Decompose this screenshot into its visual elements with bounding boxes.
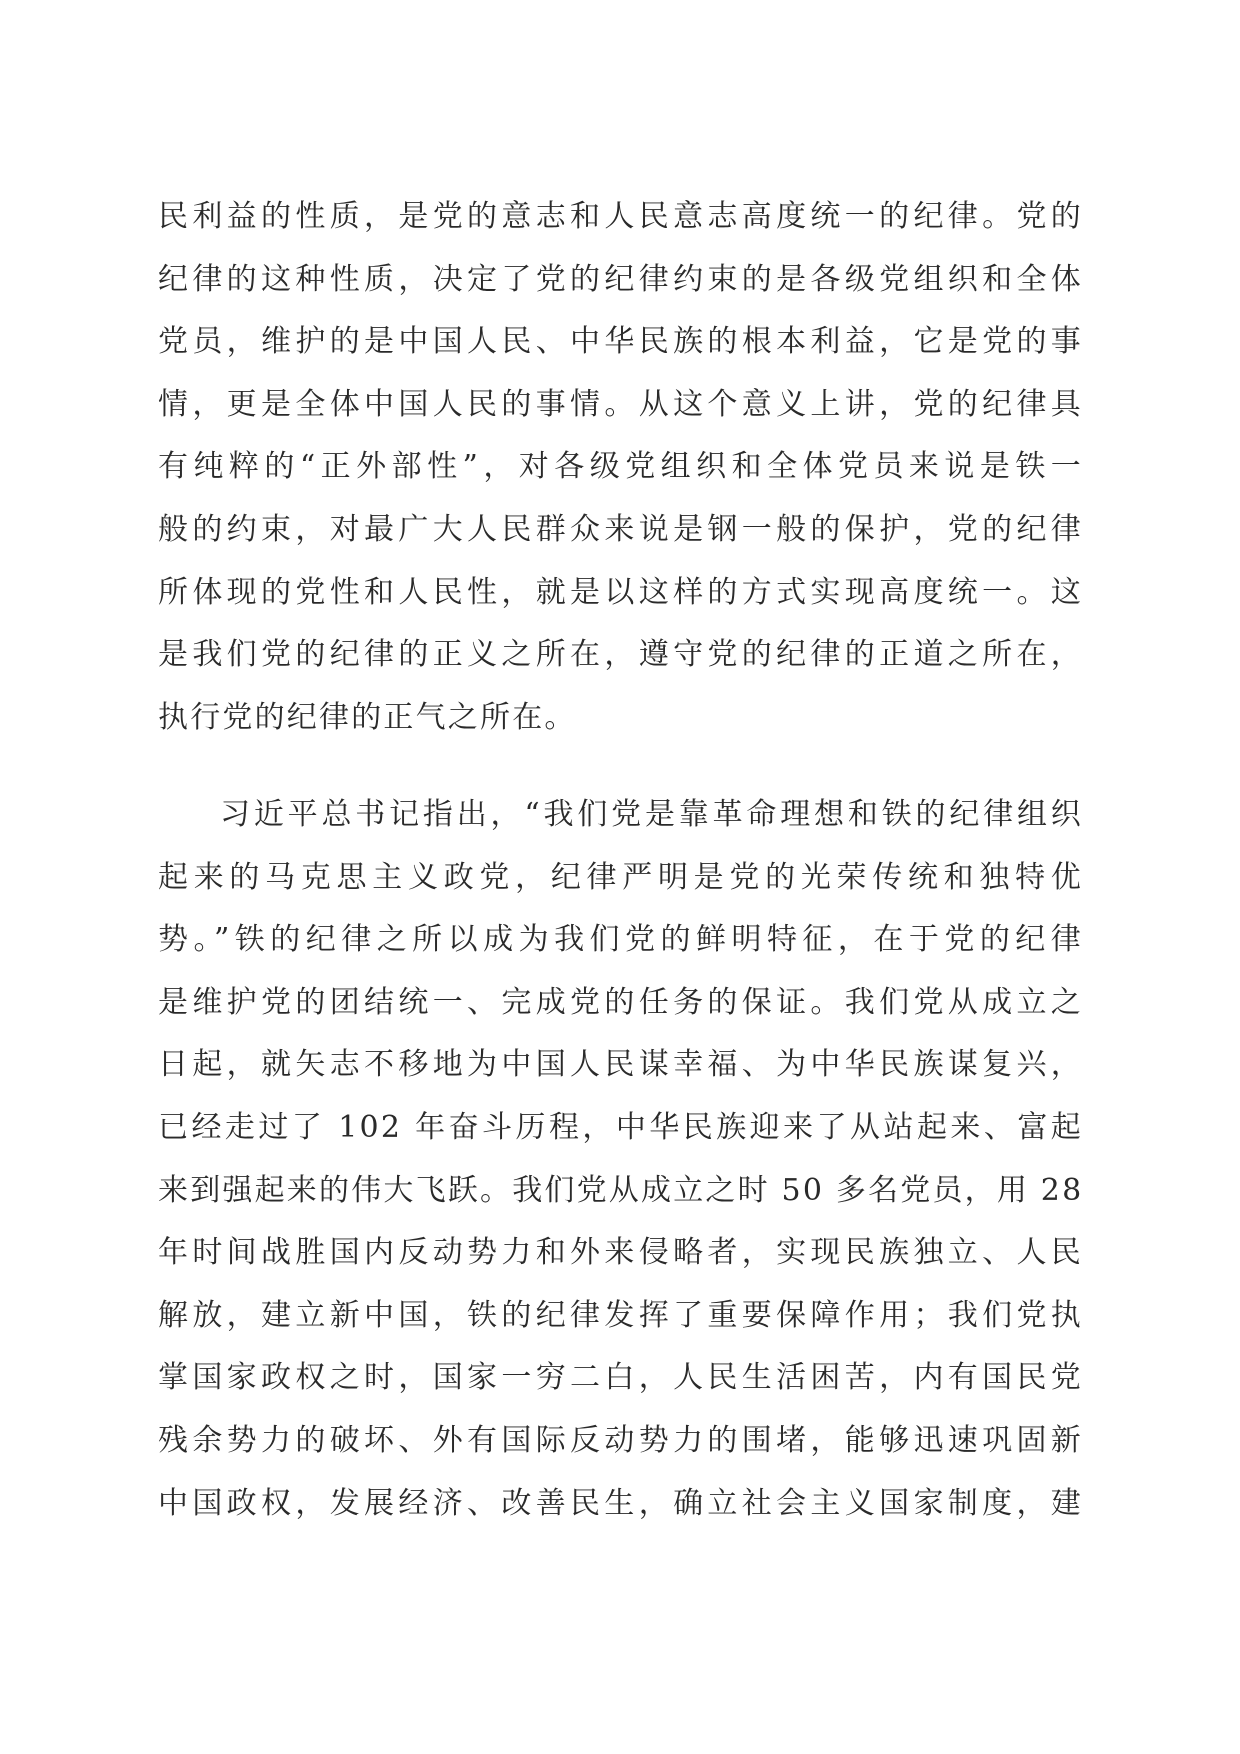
paragraph-2 bbox=[158, 784, 1083, 1535]
paragraph-line: 有纯粹的“正外部性”，对各级党组织和全体党员来说是铁一 bbox=[158, 449, 1083, 485]
paragraph-line: 所体现的党性和人民性，就是以这样的方式实现高度统一。这 bbox=[158, 574, 1083, 610]
paragraph-line: 纪律的这种性质，决定了党的纪律约束的是各级党组织和全体 bbox=[158, 261, 1083, 297]
paragraph-line: 党员，维护的是中国人民、中华民族的根本利益，它是党的事 bbox=[158, 324, 1083, 360]
paragraph-line: 执行党的纪律的正气之所在。 bbox=[158, 699, 577, 735]
paragraph-line: 势。”铁的纪律之所以成为我们党的鲜明特征，在于党的纪律 bbox=[158, 922, 1083, 958]
paragraph-line: 起来的马克思主义政党，纪律严明是党的光荣传统和独特优 bbox=[158, 859, 1083, 895]
paragraph-line: 般的约束，对最广大人民群众来说是钢一般的保护，党的纪律 bbox=[158, 511, 1083, 547]
paragraph-line: 是维护党的团结统一、完成党的任务的保证。我们党从成立之 bbox=[158, 984, 1083, 1020]
paragraph-line: 民利益的性质，是党的意志和人民意志高度统一的纪律。党的 bbox=[158, 199, 1083, 234]
paragraph-line: 日起，就矢志不移地为中国人民谋幸福、为中华民族谋复兴， bbox=[158, 1047, 1083, 1083]
paragraph-line: 来到强起来的伟大飞跃。我们党从成立之时 50 多名党员，用 28 bbox=[158, 1172, 1084, 1208]
paragraph-line: 掌国家政权之时，国家一穷二白，人民生活困苦，内有国民党 bbox=[158, 1360, 1083, 1396]
paragraph-line: 已经走过了 102 年奋斗历程，中华民族迎来了从站起来、富起 bbox=[158, 1109, 1083, 1145]
paragraph-line: 残余势力的破坏、外有国际反动势力的围堵，能够迅速巩固新 bbox=[158, 1422, 1083, 1458]
paragraph-line: 习近平总书记指出，“我们党是靠革命理想和铁的纪律组织 bbox=[220, 797, 1083, 832]
paragraph-line: 中国政权，发展经济、改善民生，确立社会主义国家制度，建 bbox=[158, 1485, 1083, 1521]
paragraph-line: 年时间战胜国内反动势力和外来侵略者，实现民族独立、人民 bbox=[158, 1235, 1083, 1271]
paragraph-line: 解放，建立新中国，铁的纪律发挥了重要保障作用；我们党执 bbox=[158, 1297, 1083, 1333]
paragraph-line: 情，更是全体中国人民的事情。从这个意义上讲，党的纪律具 bbox=[158, 386, 1083, 422]
paragraph-line: 是我们党的纪律的正义之所在，遵守党的纪律的正道之所在， bbox=[158, 637, 1083, 673]
paragraph-1 bbox=[158, 186, 1083, 749]
